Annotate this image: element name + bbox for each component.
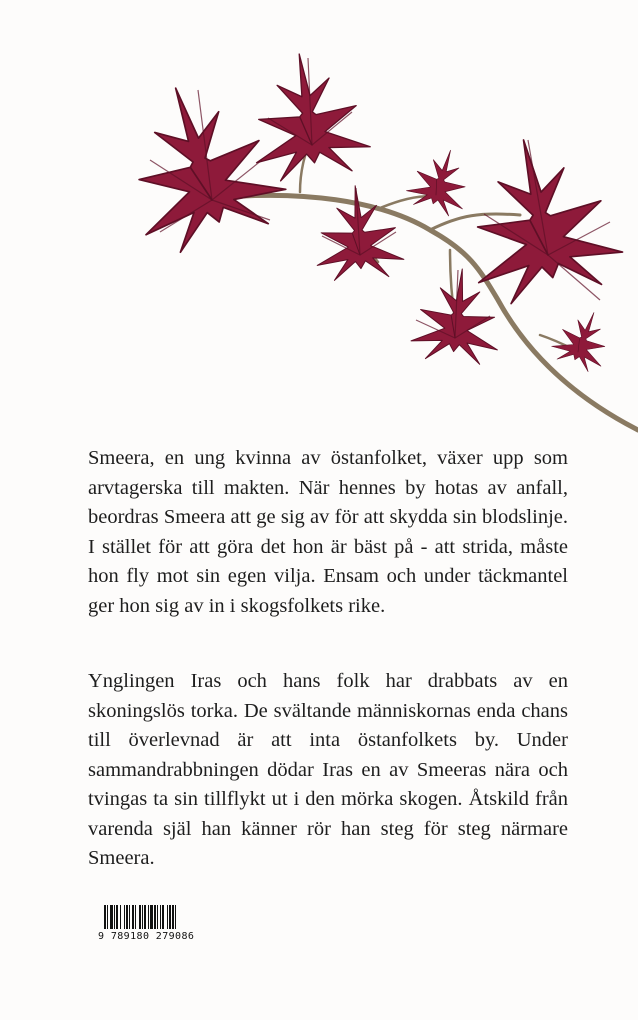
barcode-bar — [124, 905, 125, 929]
barcode-bar — [116, 905, 118, 929]
barcode-bar — [129, 905, 130, 929]
barcode-bar — [114, 905, 115, 929]
barcode-bar — [175, 905, 176, 929]
barcode-bar — [144, 905, 146, 929]
blurb-paragraph: Smeera, en ung kvinna av östanfolket, växer upp som arvtagerska till makten. När hennes by hotas av anfall, beordras Smeera att ge sig av för att skydda sin blodslinje. I stället för att göra det hon är bäst på - att strida, måste hon fly mot sin egen vilja. Ensam och under täckmantel ger hon sig av in i skogsfolkets rike. — [88, 447, 568, 617]
maple-branch-icon — [0, 0, 638, 450]
barcode-bar — [160, 905, 161, 929]
barcode-bar — [154, 905, 156, 929]
isbn-barcode — [98, 905, 222, 947]
barcode-bar — [107, 905, 108, 929]
barcode-bar — [150, 905, 153, 929]
barcode-bar — [120, 905, 121, 929]
barcode-bar — [110, 905, 113, 929]
barcode-bar — [132, 905, 134, 929]
barcode-bar — [148, 905, 149, 929]
barcode-bar — [157, 905, 158, 929]
barcode-bar — [135, 905, 136, 929]
isbn-number: 9 789180 279086 — [98, 931, 195, 942]
barcode-bar — [162, 905, 164, 929]
barcode-bar — [126, 905, 128, 929]
barcode-bar — [169, 905, 171, 929]
barcode-bar — [142, 905, 143, 929]
barcode-bar — [139, 905, 141, 929]
blurb-paragraph: Ynglingen Iras och hans folk har drabbats av en skoningslös torka. De svältande människornas enda chans till överlevnad är att inta östanfolkets by. Under sammandrabbningen dödar Iras en av Smeeras nära och tvingas ta sin tillflykt ut i den mörka skogen. Åtskild från varenda själ han känner rör han steg för steg närmare Smeera. — [88, 670, 568, 869]
barcode-icon — [98, 905, 222, 931]
barcode-bar — [172, 905, 174, 929]
barcode-bar — [167, 905, 168, 929]
barcode-bar — [104, 905, 106, 929]
